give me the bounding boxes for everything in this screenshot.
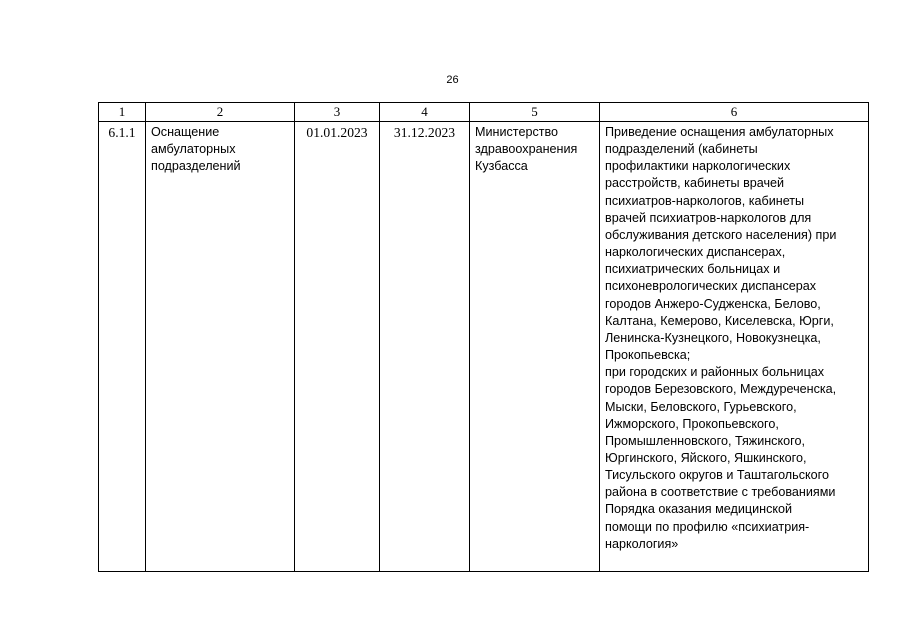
code-cell xyxy=(99,122,146,572)
table-header-row xyxy=(99,103,869,122)
responsible-cell xyxy=(470,122,600,572)
measures-table xyxy=(98,102,869,572)
header-cell-4: 4 xyxy=(380,103,470,122)
header-cell-5: 5 xyxy=(470,103,600,122)
start-date-cell xyxy=(295,122,380,572)
header-cell-1: 1 xyxy=(99,103,146,122)
measure-name: Оснащение амбулаторных подразделений xyxy=(151,125,241,174)
responsible-executor: Министерство здравоохранения Кузбасса xyxy=(475,125,578,174)
description-cell xyxy=(600,122,869,572)
table-row xyxy=(99,122,869,572)
start-date: 01.01.2023 xyxy=(306,125,368,140)
name-cell xyxy=(146,122,295,572)
header-cell-6: 6 xyxy=(600,103,869,122)
header-cell-3: 3 xyxy=(295,103,380,122)
header-cell-2: 2 xyxy=(146,103,295,122)
page-number: 26 xyxy=(446,74,459,86)
measure-code: 6.1.1 xyxy=(108,125,136,140)
end-date-cell xyxy=(380,122,470,572)
measure-description: Приведение оснащения амбулаторных подразделений (кабинеты профилактики наркологических расстройств, кабинеты врачей психиатров-наркологов, кабинеты врачей психиатров-наркологов для обслуживания детского населения) при наркологических диспансерах, психиатрических больницах и психоневрологических диспансерах городов Анжеро-Судженска, Белово, Калтана, Кемерово, Киселевска, Юрги, Ленинска-Кузнецкого, Новокузнецка, Прокопьевска; при городских и районных больницах городов Березовского, Междуреченска, Мыски, Беловского, Гурьевского, Ижморского, Прокопьевского, Промышленновского, Тяжинского, Юргинского, Яйского, Яшкинского, Тисульского округов и Таштагольского района в соответствие с требованиями Порядка оказания медицинской помощи по профилю «психиатрия- наркология» xyxy=(605,125,837,551)
end-date: 31.12.2023 xyxy=(393,125,456,140)
